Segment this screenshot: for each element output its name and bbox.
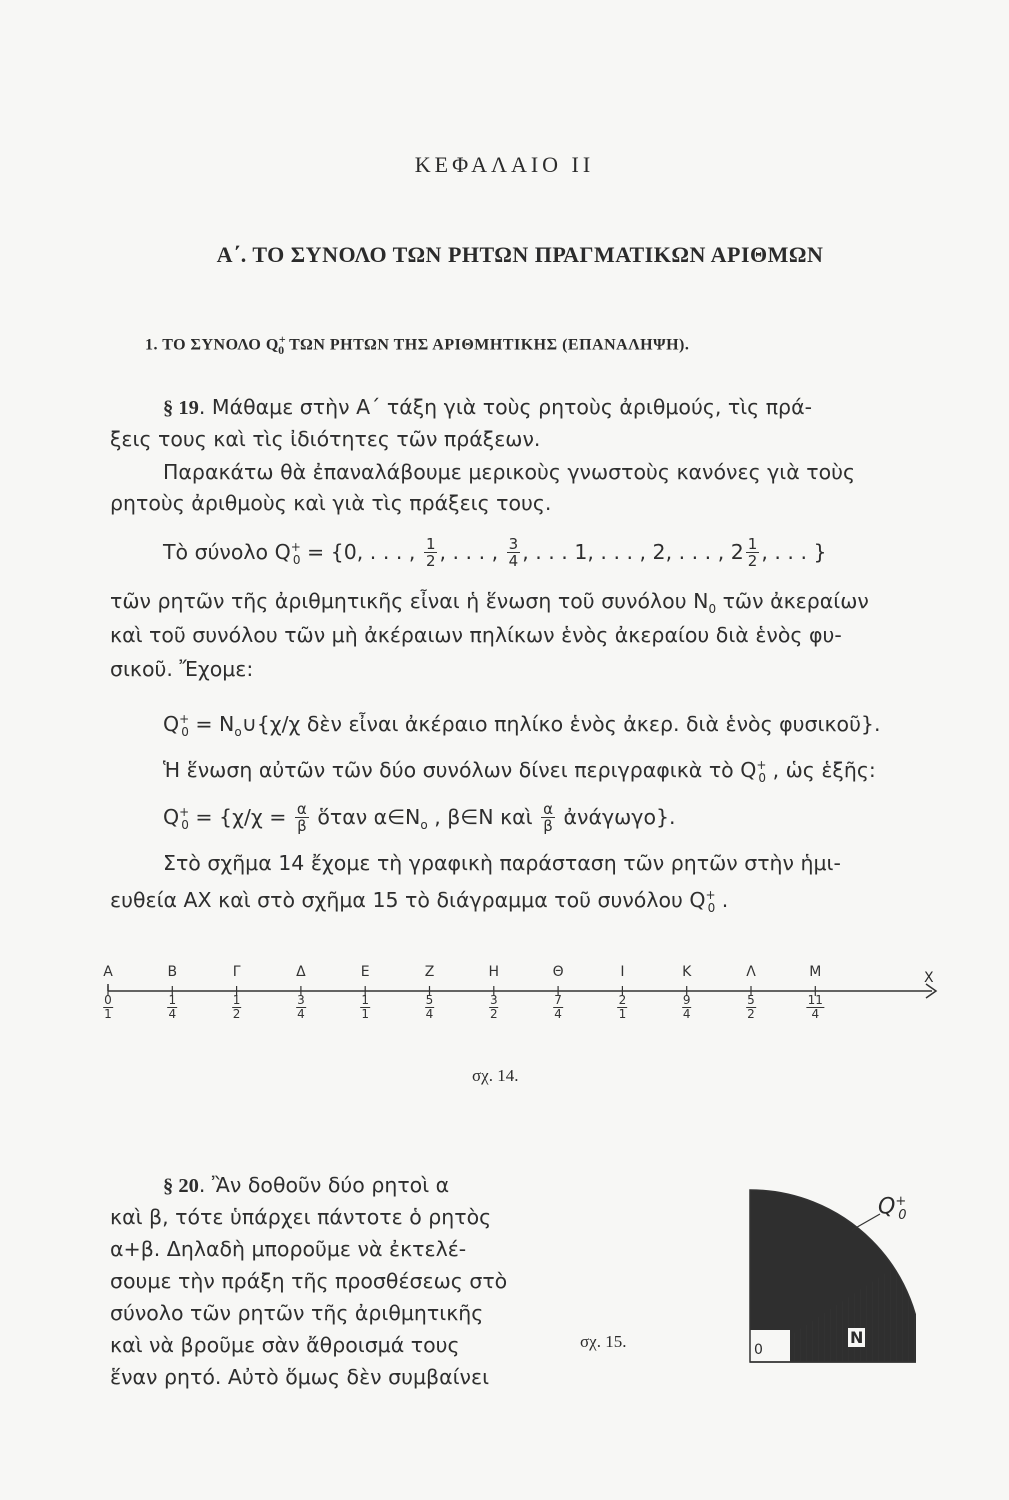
point-numerator: 5 [425, 993, 434, 1007]
fig15-label-n: Ν [850, 1328, 864, 1347]
point-denominator: 2 [747, 1007, 755, 1021]
set-definition: Τὸ σύνολο $Q^+_0 = \{0$, . . . , $\frac{1}{2}$ , . . . , $\frac{3}{4}$ , . . . 1, . . . , 2, . . . , 2 $\frac{1}{2}$ , . . . } [163, 535, 827, 571]
point-fraction [553, 994, 563, 1021]
point-numerator: 3 [489, 993, 498, 1007]
formula-2: $Q^+_0 = \{\chi/\chi$ = $\frac{\alpha}{\beta}$ ὅταν $\alpha\in N_o$ , β∈Ν καὶ $\frac{\alpha}{\beta}$ ἀνάγωγο}. [163, 800, 676, 836]
set-lead: Τὸ σύνολο Q [163, 539, 291, 564]
set-mid1: , . . . , [439, 539, 505, 564]
fig15-q-sup: + [895, 1194, 907, 1209]
point-numerator: 1 [168, 993, 177, 1007]
figref-line2: ευθεία ΑΧ καὶ στὸ σχῆμα 15 τὸ διάγραμμα τοῦ συνόλου $Q^+_0$ . [110, 887, 729, 915]
section-title: Α΄. ΤΟ ΣΥΝΟΛΟ ΤΩΝ ΡΗΤΩΝ ΠΡΑΓΜΑΤΙΚΩΝ ΑΡΙΘΜΩΝ [216, 242, 824, 267]
fraction-three-quarters: $\frac{3}{4}$ [508, 535, 519, 571]
point-label: Δ [296, 964, 306, 980]
union-line1: τῶν ρητῶν τῆς ἀριθμητικῆς εἶναι ἡ ἕνωση τοῦ συνόλου $N_0$ τῶν ἀκεραίων [110, 589, 869, 617]
point-label: Γ [232, 964, 241, 980]
point-denominator: 2 [232, 1007, 241, 1021]
p19-line4: ρητοὺς ἀριθμοὺς καὶ γιὰ τὶς πράξεις τους. [110, 491, 552, 515]
point-numerator: 1 [232, 993, 241, 1007]
point-numerator: 0 [104, 993, 112, 1007]
p20-text1: . Ἂν δοθοῦν δύο ρητοὶ α [198, 1173, 450, 1197]
formula1-lhs: Q [163, 711, 180, 736]
formula2-mid2: , β∈Ν καὶ [427, 804, 540, 829]
point-denominator: 2 [489, 1007, 498, 1021]
point-label: Α [103, 964, 113, 980]
formula2-tail: ἀνάγωγο}. [557, 804, 676, 829]
set-mid2: , . . . 1, . . . , 2, . . . , 2 [522, 539, 744, 564]
point-fraction [232, 994, 242, 1021]
p20-line1 [163, 1168, 449, 1203]
p20-line3: α+β. Δηλαδὴ μποροῦμε νὰ ἐκτελέ- [110, 1237, 467, 1261]
formula2-lhs: Q [163, 804, 180, 829]
point-denominator: 1 [361, 1007, 370, 1021]
fig15-q-sub: 0 [898, 1207, 907, 1223]
set-eq: = {0, . . . , [300, 539, 422, 564]
point-label: Ζ [424, 964, 435, 980]
point-denominator: 4 [811, 1007, 820, 1021]
fraction-alpha-beta: $\frac{\alpha}{\beta}$ [296, 800, 307, 836]
figref-line1: Στὸ σχῆμα 14 ἔχομε τὴ γραφικὴ παράσταση τῶν ρητῶν στὴν ἡμι- [163, 851, 841, 875]
subsection-sup: + [278, 332, 287, 346]
subsection-sub: 0 [278, 342, 285, 357]
axis-end-label: Χ [924, 970, 934, 986]
p19-text1: . Μάθαμε στὴν Α΄ τάξη γιὰ τοὺς ρητοὺς ἀριθμούς, τὶς πρά- [198, 395, 812, 419]
point-numerator: 9 [682, 993, 691, 1007]
subsection-title [145, 332, 689, 358]
p19-number: § 19 [163, 397, 199, 419]
p20-number: § 20 [163, 1175, 199, 1197]
formula1-rhs: = Ν [188, 711, 235, 736]
figref-tail: . [715, 887, 729, 912]
point-label: Θ [552, 964, 564, 980]
fig14-caption: σχ. 14. [472, 1066, 519, 1085]
union-line2: καὶ τοῦ συνόλου τῶν μὴ ἀκέραιων πηλίκων ἑνὸς ἀκεραίου διὰ ἑνὸς φυ- [110, 623, 842, 647]
point-denominator: 4 [168, 1007, 177, 1021]
point-label: Λ [746, 964, 756, 980]
point-label: Η [488, 964, 500, 980]
union-text1: τῶν ρητῶν τῆς ἀριθμητικῆς εἶναι ἡ ἕνωση τοῦ συνόλου Ν [110, 589, 709, 613]
p19-line2: ξεις τους καὶ τὶς ἰδιότητες τῶν πράξεων. [110, 427, 541, 451]
point-numerator: 7 [554, 993, 562, 1007]
p19-line1 [163, 390, 812, 425]
fraction-one-half: $\frac{1}{2}$ [425, 535, 436, 571]
p20-line7: ἕναν ρητό. Αὐτὸ ὅμως δὲν συμβαίνει [110, 1365, 490, 1389]
point-fraction [425, 994, 435, 1021]
formula2-mid: ὅταν α∈Ν [310, 804, 421, 829]
point-fraction [489, 994, 499, 1021]
subsection-post: ΤΩΝ ΡΗΤΩΝ ΤΗΣ ΑΡΙΘΜΗΤΙΚΗΣ (ΕΠΑΝΑΛΗΨΗ). [284, 336, 690, 354]
point-denominator: 4 [425, 1007, 434, 1021]
formula-1: $Q^+_0$ = $N_o\cup\{\chi/\chi$ δὲν εἶναι ἀκέραιο πηλίκο ἑνὸς ἀκερ. διὰ ἑνὸς φυσικοῦ}. [163, 711, 881, 739]
fig15-q-letter: Q [878, 1194, 896, 1220]
p20-line2: καὶ β, τότε ὑπάρχει πάντοτε ὁ ρητὸς [110, 1205, 492, 1229]
point-label: Κ [682, 964, 692, 980]
fig15-label-origin: 0 [754, 1342, 763, 1358]
fraction-mixed-half: $\frac{1}{2}$ [747, 535, 758, 571]
point-denominator: 4 [682, 1007, 691, 1021]
point-numerator: 5 [747, 993, 755, 1007]
point-denominator: 4 [297, 1007, 305, 1021]
figref-text2: ευθεία ΑΧ καὶ στὸ σχῆμα 15 τὸ διάγραμμα τοῦ συνόλου Q [110, 887, 706, 912]
union2-text: Ἡ ἕνωση αὐτῶν τῶν δύο συνόλων δίνει περιγραφικὰ τὸ Q [163, 757, 757, 782]
point-numerator: 1 [361, 993, 370, 1007]
point-numerator: 3 [297, 993, 305, 1007]
fig15-caption: σχ. 15. [580, 1332, 627, 1351]
fraction-alpha-beta-2: $\frac{\alpha}{\beta}$ [543, 800, 554, 836]
point-fraction [807, 994, 824, 1021]
p20-line4: σουμε τὴν πράξη τῆς προσθέσεως στὸ [110, 1269, 508, 1293]
p20-line5: σύνολο τῶν ρητῶν τῆς ἀριθμητικῆς [110, 1301, 484, 1325]
point-label: Ε [360, 964, 370, 980]
subsection-pre: 1. ΤΟ ΣΥΝΟΛΟ Q [145, 336, 279, 354]
point-fraction [618, 994, 628, 1021]
point-fraction [167, 994, 177, 1021]
p20-line6: καὶ νὰ βροῦμε σὰν ἄθροισμά τους [110, 1333, 460, 1357]
union2-tail: , ὡς ἑξῆς: [766, 757, 876, 782]
fig15-q-pointer [850, 1210, 890, 1234]
point-fraction [103, 994, 113, 1021]
p19-line3: Παρακάτω θὰ ἐπαναλάβουμε μερικοὺς γνωστοὺς κανόνες γιὰ τοὺς [163, 460, 856, 484]
point-label: Β [167, 964, 178, 980]
point-denominator: 4 [554, 1007, 562, 1021]
point-label: Ι [620, 964, 625, 980]
chapter-heading: ΚΕΦΑΛΑΙΟ ΙΙ [414, 152, 595, 177]
point-fraction [296, 994, 306, 1021]
point-numerator: 2 [618, 993, 627, 1007]
union-line3: σικοῦ. Ἔχομε: [110, 657, 254, 681]
point-fraction [360, 994, 370, 1021]
union2-line: Ἡ ἕνωση αὐτῶν τῶν δύο συνόλων δίνει περιγραφικὰ τὸ $Q^+_0$ , ὡς ἑξῆς: [163, 757, 876, 785]
point-label: Μ [809, 964, 822, 980]
point-denominator: 1 [104, 1007, 112, 1021]
set-tail: , . . . } [761, 539, 827, 564]
point-fraction [682, 994, 692, 1021]
point-fraction [746, 994, 756, 1021]
union-text1b: τῶν ἀκεραίων [716, 589, 869, 613]
formula2-eq: = {χ/χ = [188, 804, 293, 829]
formula1-rest: ∪{χ/χ δὲν εἶναι ἀκέραιο πηλίκο ἑνὸς ἀκερ. διὰ ἑνὸς φυσικοῦ}. [241, 711, 881, 736]
point-numerator: 11 [807, 993, 823, 1007]
point-denominator: 1 [618, 1007, 627, 1021]
